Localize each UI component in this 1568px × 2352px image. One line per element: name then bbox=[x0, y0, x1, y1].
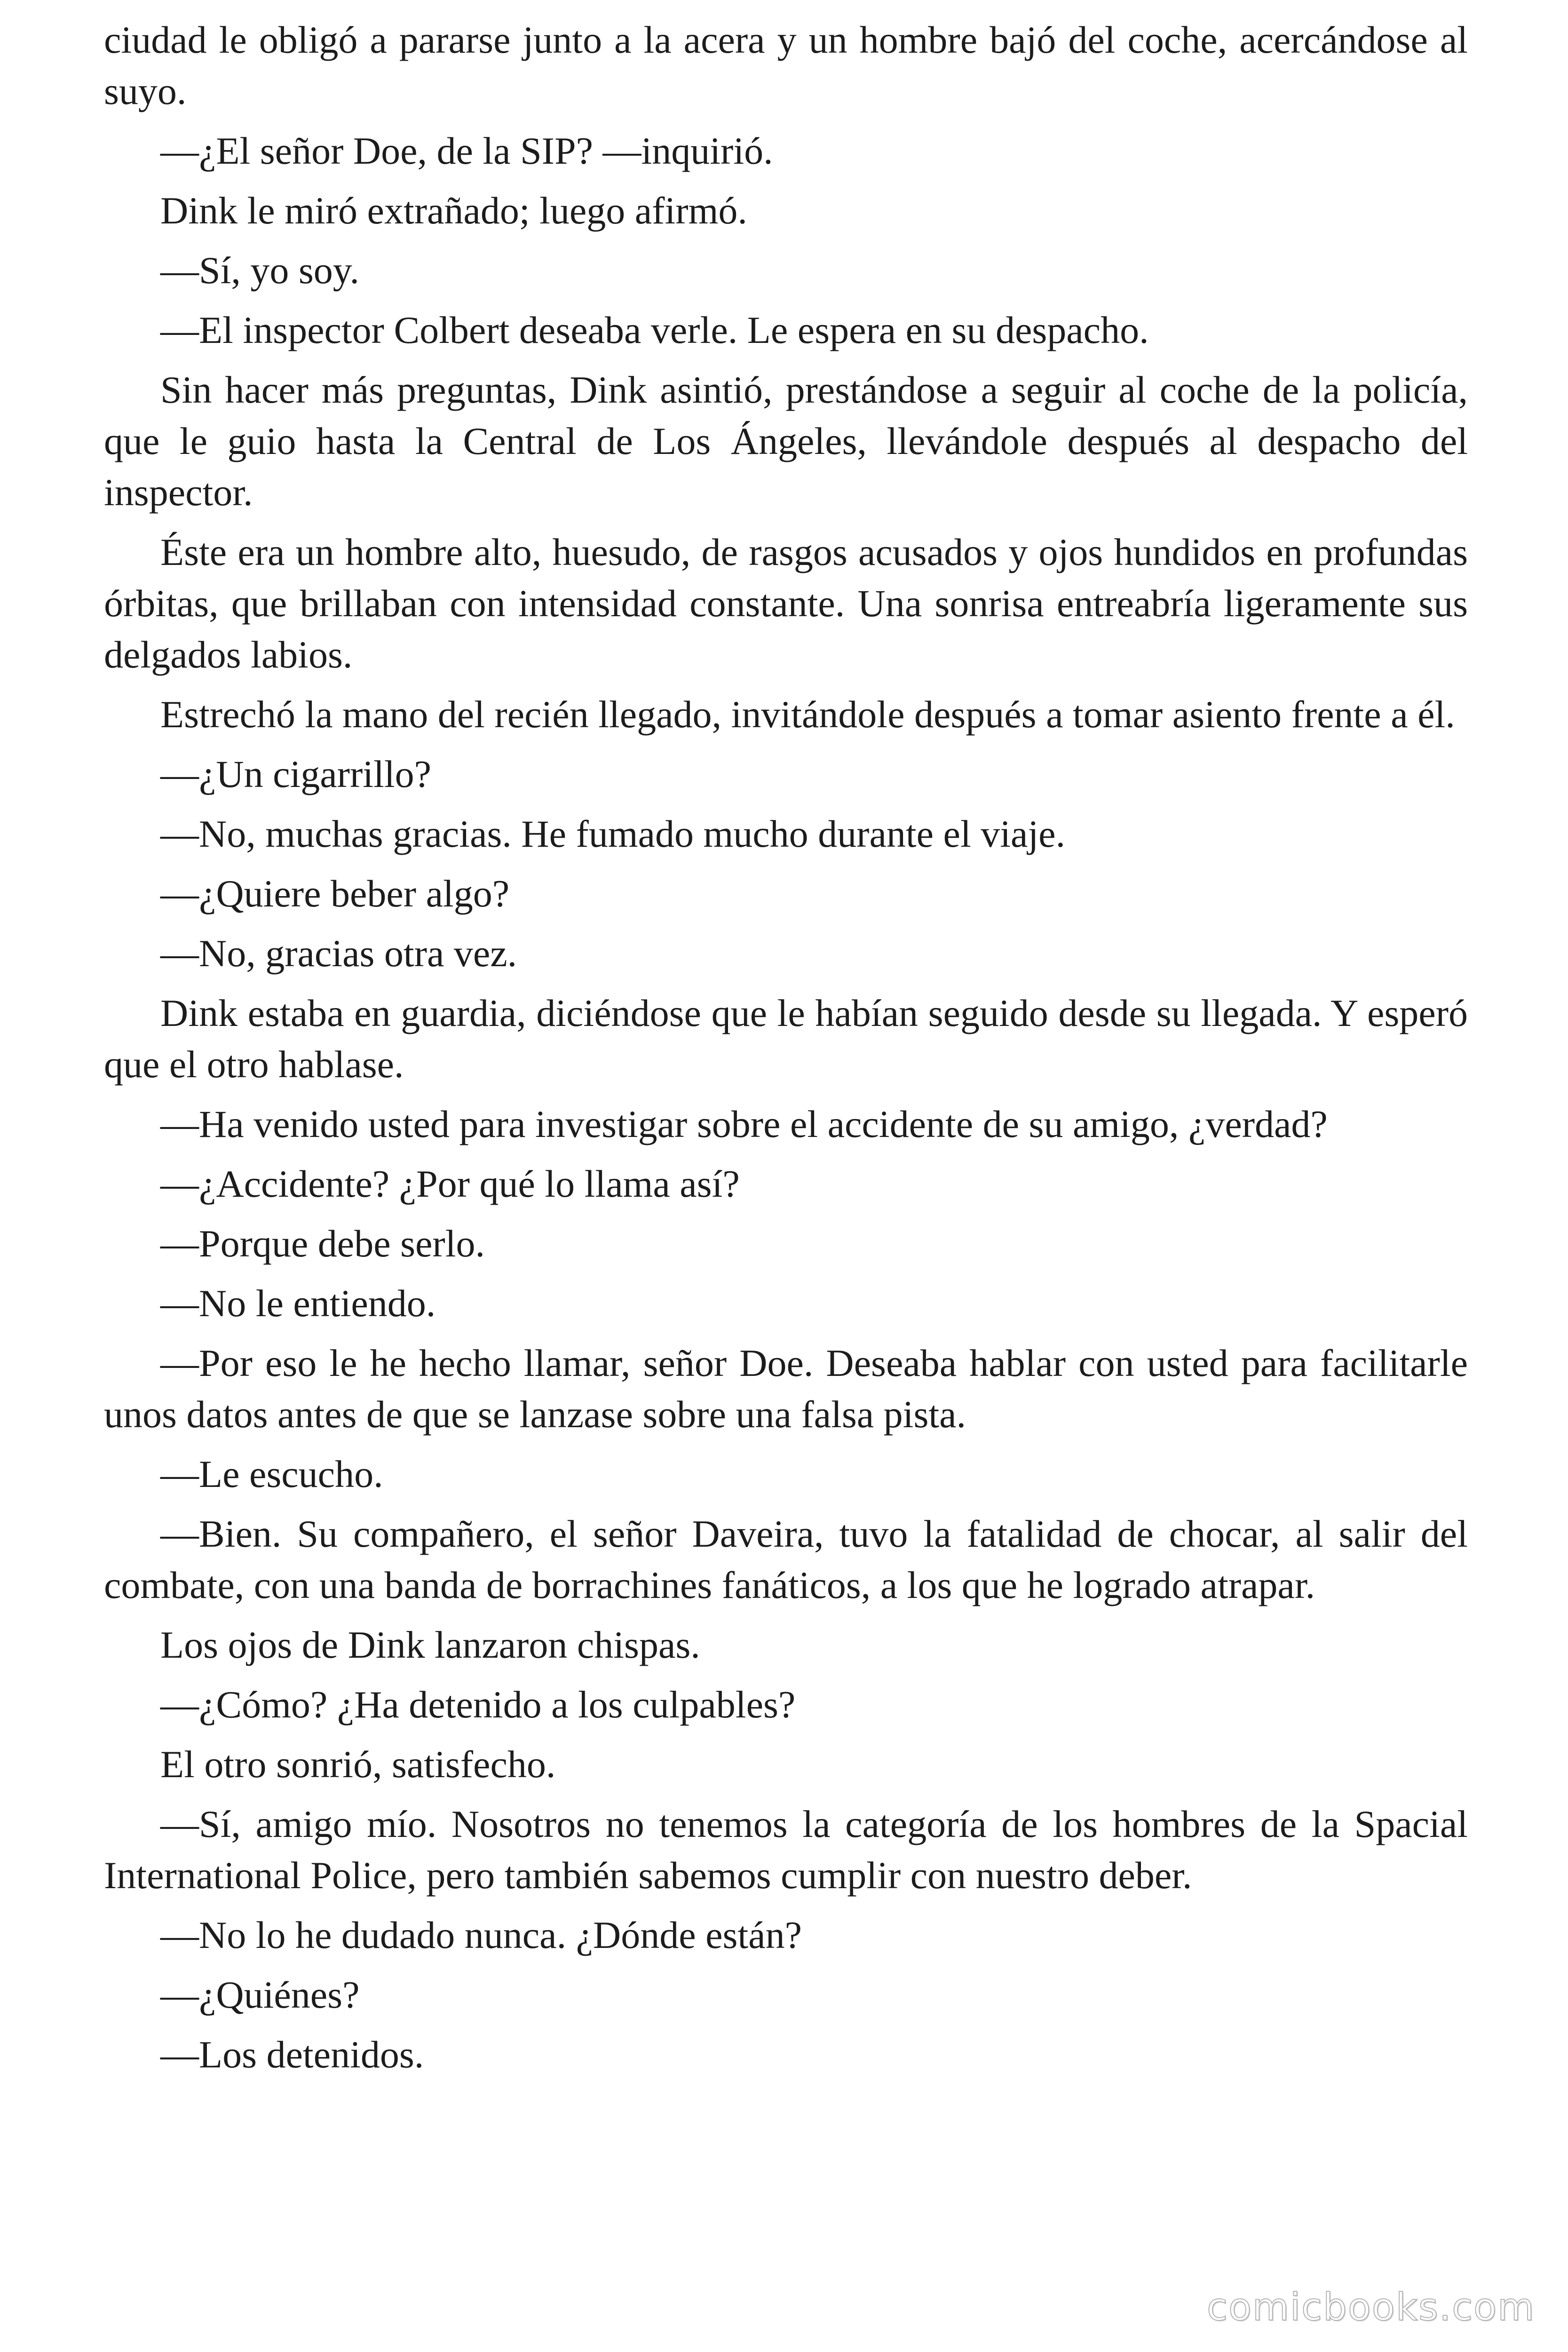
paragraph: —¿El señor Doe, de la SIP? —inquirió. bbox=[160, 129, 773, 172]
paragraph: —Sí, amigo mío. Nosotros no tenemos la categoría de los hombres de la Spacial International Police, pero también sabemos cumplir con nuestro deber. bbox=[104, 1803, 1468, 1897]
paragraph: El otro sonrió, satisfecho. bbox=[160, 1743, 556, 1786]
paragraph: —¿Un cigarrillo? bbox=[160, 753, 432, 795]
paragraph: —Ha venido usted para investigar sobre el accidente de su amigo, ¿verdad? bbox=[160, 1103, 1328, 1145]
paragraph: —Por eso le he hecho llamar, señor Doe. Deseaba hablar con usted para facilitarle unos datos antes de que se lanzase sobre una falsa pista. bbox=[104, 1342, 1468, 1436]
paragraph: —¿Quiénes? bbox=[160, 1973, 360, 2016]
paragraph: —Los detenidos. bbox=[160, 2033, 424, 2076]
paragraph: —El inspector Colbert deseaba verle. Le espera en su despacho. bbox=[160, 309, 1149, 351]
watermark: comicbooks.com bbox=[1206, 2285, 1535, 2329]
paragraph: Estrechó la mano del recién llegado, invitándole después a tomar asiento frente a él. bbox=[160, 693, 1455, 736]
paragraph: —Le escucho. bbox=[160, 1453, 383, 1495]
paragraph: ciudad le obligó a pararse junto a la acera y un hombre bajó del coche, acercándose al suyo. bbox=[104, 18, 1468, 112]
paragraph: Dink estaba en guardia, diciéndose que le habían seguido desde su llegada. Y esperó que el otro hablase. bbox=[104, 992, 1468, 1086]
paragraph: —No lo he dudado nunca. ¿Dónde están? bbox=[160, 1914, 802, 1956]
paragraph: Dink le miró extrañado; luego afirmó. bbox=[160, 189, 747, 232]
paragraph: Éste era un hombre alto, huesudo, de rasgos acusados y ojos hundidos en profundas órbitas, que brillaban con intensidad constante. Una sonrisa entreabría ligeramente sus delgados labios. bbox=[104, 531, 1468, 676]
paragraph: Los ojos de Dink lanzaron chispas. bbox=[160, 1623, 700, 1666]
paragraph: —No le entiendo. bbox=[160, 1282, 436, 1325]
paragraph: —No, gracias otra vez. bbox=[160, 932, 517, 975]
paragraph: —Sí, yo soy. bbox=[160, 249, 359, 292]
page-body bbox=[104, 14, 1468, 2089]
paragraph: —¿Quiere beber algo? bbox=[160, 872, 510, 915]
paragraph: —Porque debe serlo. bbox=[160, 1222, 485, 1265]
paragraph: Sin hacer más preguntas, Dink asintió, prestándose a seguir al coche de la policía, que le guio hasta la Central de Los Ángeles, llevándole después al despacho del inspector. bbox=[104, 368, 1468, 514]
paragraph: —Bien. Su compañero, el señor Daveira, tuvo la fatalidad de chocar, al salir del combate, con una banda de borrachines fanáticos, a los que he logrado atrapar. bbox=[104, 1512, 1468, 1606]
paragraph: —No, muchas gracias. He fumado mucho durante el viaje. bbox=[160, 812, 1066, 855]
paragraph: —¿Accidente? ¿Por qué lo llama así? bbox=[160, 1162, 740, 1205]
paragraph: —¿Cómo? ¿Ha detenido a los culpables? bbox=[160, 1683, 796, 1726]
